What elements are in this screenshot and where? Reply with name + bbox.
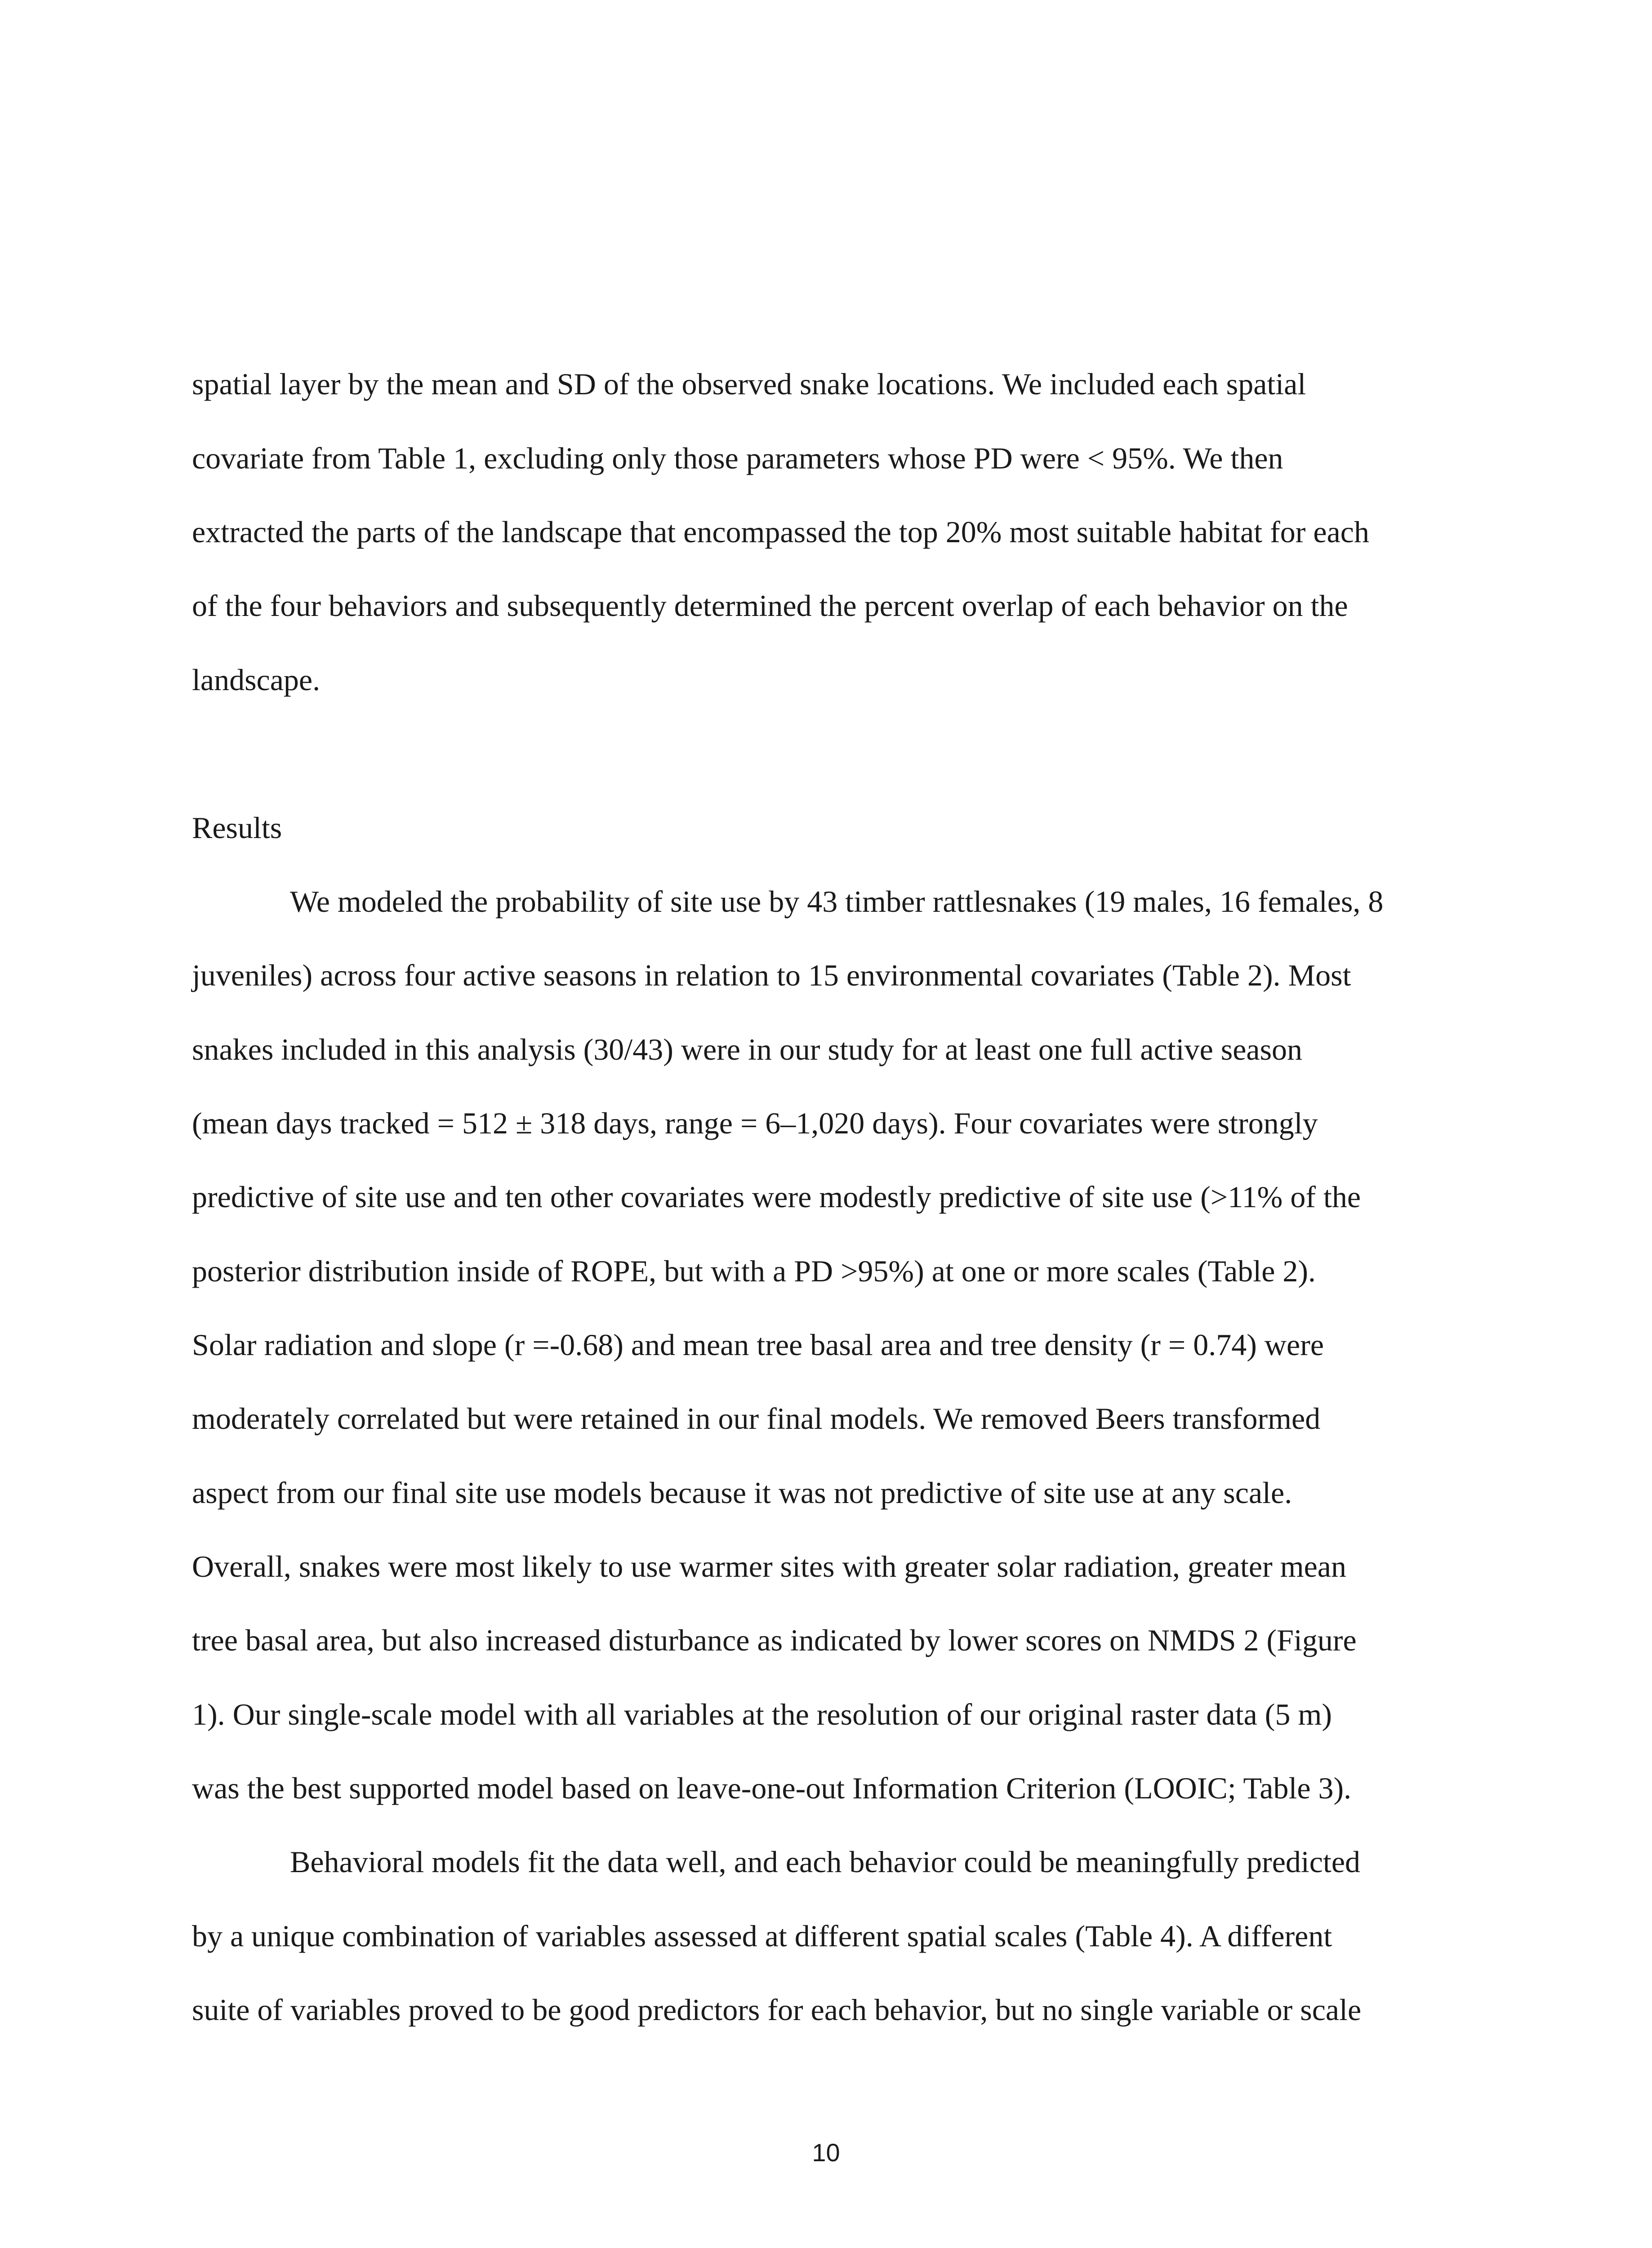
text-line: Behavioral models fit the data well, and each behavior could be meaningfully predicted bbox=[290, 1845, 1361, 1879]
text-line: juveniles) across four active seasons in relation to 15 environmental covariates (Table 2). Most bbox=[192, 958, 1351, 992]
text-line: was the best supported model based on leave-one-out Information Criterion (LOOIC; Table 3). bbox=[192, 1771, 1352, 1805]
text-line: Overall, snakes were most likely to use warmer sites with greater solar radiation, greater mean bbox=[192, 1549, 1346, 1583]
text-line: of the four behaviors and subsequently determined the percent overlap of each behavior on the bbox=[192, 589, 1348, 623]
text-line: posterior distribution inside of ROPE, but with a PD >95%) at one or more scales (Table 2). bbox=[192, 1254, 1316, 1288]
text-line: We modeled the probability of site use by 43 timber rattlesnakes (19 males, 16 females, 8 bbox=[290, 884, 1384, 919]
text-line: spatial layer by the mean and SD of the observed snake locations. We included each spatial bbox=[192, 367, 1306, 401]
text-line: covariate from Table 1, excluding only those parameters whose PD were < 95%. We then bbox=[192, 441, 1283, 475]
text-line: landscape. bbox=[192, 663, 321, 697]
text-line: moderately correlated but were retained in our final models. We removed Beers transformed bbox=[192, 1401, 1321, 1436]
page-number: 10 bbox=[812, 2138, 840, 2167]
text-line: Solar radiation and slope (r =-0.68) and mean tree basal area and tree density (r = 0.74) were bbox=[192, 1328, 1324, 1362]
text-line: (mean days tracked = 512 ± 318 days, range = 6–1,020 days). Four covariates were strongly bbox=[192, 1106, 1318, 1140]
text-line: suite of variables proved to be good predictors for each behavior, but no single variable or scale bbox=[192, 1993, 1362, 2027]
text-line: by a unique combination of variables assessed at different spatial scales (Table 4). A different bbox=[192, 1919, 1332, 1953]
text-line: 1). Our single-scale model with all variables at the resolution of our original raster data (5 m) bbox=[192, 1697, 1332, 1731]
text-line: snakes included in this analysis (30/43) were in our study for at least one full active season bbox=[192, 1032, 1303, 1066]
text-line: aspect from our final site use models because it was not predictive of site use at any scale. bbox=[192, 1476, 1292, 1510]
text-line: predictive of site use and ten other covariates were modestly predictive of site use (>11% of the bbox=[192, 1180, 1361, 1214]
section-heading: Results bbox=[192, 811, 282, 845]
text-line: extracted the parts of the landscape that encompassed the top 20% most suitable habitat for each bbox=[192, 515, 1369, 549]
text-line: tree basal area, but also increased disturbance as indicated by lower scores on NMDS 2 (Figure bbox=[192, 1623, 1357, 1657]
